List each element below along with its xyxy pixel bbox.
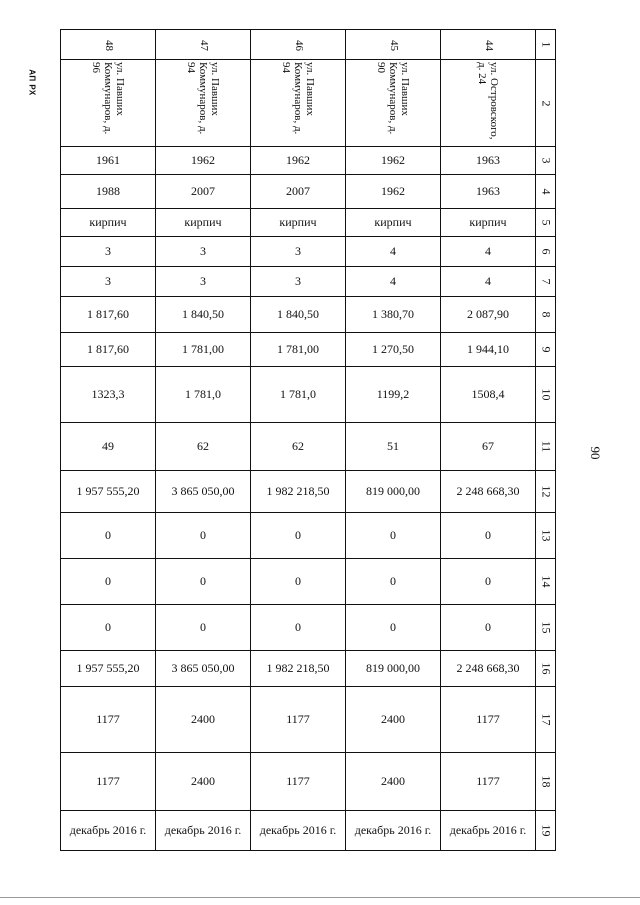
cell-text: 1177 (96, 774, 120, 788)
table-cell-entrances (251, 267, 346, 297)
cell-text: 2400 (381, 774, 405, 788)
cell-text: 1962 (191, 153, 215, 167)
table-cell-area_v10 (251, 367, 346, 423)
cell-text: 1 380,70 (372, 307, 414, 321)
table-cell-c15 (441, 605, 536, 651)
table-cell-year_overhaul (156, 175, 251, 209)
table-row (61, 367, 556, 423)
row-index-label: 10 (539, 388, 553, 401)
table-cell-cost_total (61, 471, 156, 513)
cell-text: 2400 (381, 712, 405, 726)
table-cell-cost_total (441, 471, 536, 513)
table-cell-area_total (61, 297, 156, 333)
cell-text: 0 (105, 528, 111, 542)
table-cell-year_overhaul (441, 175, 536, 209)
cell-text: ул. Павших Коммунаров, д. 94 (185, 62, 221, 135)
cell-text: 2 087,90 (467, 307, 509, 321)
cell-text: 1 270,50 (372, 342, 414, 356)
table-cell-c13 (156, 513, 251, 559)
row-index-label: 7 (539, 278, 553, 285)
table-row (61, 333, 556, 367)
table-cell-c13 (61, 513, 156, 559)
table-row (61, 687, 556, 753)
cell-text: 44 (482, 39, 495, 51)
table-cell-c18 (156, 753, 251, 811)
row-index-label: 17 (539, 713, 553, 726)
table-row (61, 237, 556, 267)
row-index-cell (536, 811, 556, 851)
row-index-cell (536, 237, 556, 267)
cell-text: 3 (295, 244, 301, 258)
row-index-label: 3 (539, 157, 553, 164)
table-row (61, 423, 556, 471)
table-cell-area_v10 (61, 367, 156, 423)
table-cell-cost_total (251, 471, 346, 513)
table-cell-floors (251, 237, 346, 267)
table-cell-c16 (156, 651, 251, 687)
table-cell-material (251, 209, 346, 237)
cell-text: 1 982 218,50 (266, 661, 330, 675)
row-index-label: 5 (539, 219, 553, 226)
table-cell-deadline (61, 811, 156, 851)
cell-text: 1 781,0 (280, 387, 316, 401)
cell-text: 4 (390, 244, 396, 258)
table-cell-num (61, 30, 156, 60)
table-cell-c14 (61, 559, 156, 605)
table-cell-entrances (156, 267, 251, 297)
cell-text: 0 (390, 620, 396, 634)
cell-text: 0 (105, 620, 111, 634)
table-row (61, 605, 556, 651)
cell-text: кирпич (89, 215, 127, 229)
table-cell-residents (251, 423, 346, 471)
table-cell-floors (156, 237, 251, 267)
table-cell-cost_total (346, 471, 441, 513)
cell-text: 1 982 218,50 (266, 484, 330, 498)
cell-text: 1177 (476, 774, 500, 788)
cell-text: 3 (295, 274, 301, 288)
row-index-cell (536, 423, 556, 471)
table-cell-num (251, 30, 346, 60)
table-cell-area_living (251, 333, 346, 367)
cell-text: 45 (387, 39, 400, 51)
cell-text: 51 (387, 439, 399, 453)
cell-text: 1 840,50 (277, 307, 319, 321)
table-cell-floors (441, 237, 536, 267)
table-cell-address (251, 60, 346, 147)
cell-text: 4 (485, 244, 491, 258)
table-cell-c15 (346, 605, 441, 651)
cell-text: 1 957 555,20 (76, 484, 140, 498)
cell-text: 62 (197, 439, 209, 453)
table-cell-c17 (251, 687, 346, 753)
table-cell-residents (441, 423, 536, 471)
table-row (61, 811, 556, 851)
archive-stamp: АП РХ (27, 69, 37, 96)
cell-text: 2007 (191, 184, 215, 198)
table-cell-entrances (441, 267, 536, 297)
table-row (61, 753, 556, 811)
cell-text: 0 (295, 620, 301, 634)
row-index-cell (536, 687, 556, 753)
cell-text: кирпич (279, 215, 317, 229)
cell-text: 1962 (381, 184, 405, 198)
table-cell-area_living (61, 333, 156, 367)
cell-text: 1 781,0 (185, 387, 221, 401)
cell-text: 2 248 668,30 (456, 661, 520, 675)
cell-text: ул. Павших Коммунаров, д. 94 (280, 62, 316, 135)
housing-table (60, 29, 556, 851)
cell-text: 0 (485, 528, 491, 542)
cell-text: декабрь 2016 г. (69, 823, 147, 837)
cell-text: 1 781,00 (277, 342, 319, 356)
row-index-cell (536, 297, 556, 333)
table-cell-c13 (251, 513, 346, 559)
table-cell-area_living (441, 333, 536, 367)
table-cell-c14 (251, 559, 346, 605)
cell-text: ул. Островского, д. 24 (476, 62, 500, 140)
cell-text: 2 248 668,30 (456, 484, 520, 498)
row-index-label: 11 (539, 440, 553, 453)
cell-text: кирпич (184, 215, 222, 229)
table-cell-c15 (251, 605, 346, 651)
cell-text: 1963 (476, 153, 500, 167)
table-row (61, 559, 556, 605)
cell-text: 1177 (96, 712, 120, 726)
cell-text: 2007 (286, 184, 310, 198)
table-cell-entrances (61, 267, 156, 297)
table-cell-c13 (441, 513, 536, 559)
table-cell-c16 (346, 651, 441, 687)
table-cell-year_overhaul (61, 175, 156, 209)
table-cell-c17 (346, 687, 441, 753)
table-row (61, 651, 556, 687)
cell-text: 0 (390, 574, 396, 588)
table-cell-year_built (441, 147, 536, 175)
table-cell-deadline (346, 811, 441, 851)
row-index-label: 8 (539, 311, 553, 318)
table-cell-area_total (251, 297, 346, 333)
table-row (61, 60, 556, 147)
row-index-label: 19 (539, 824, 553, 837)
table-cell-year_overhaul (346, 175, 441, 209)
cell-text: декабрь 2016 г. (449, 823, 527, 837)
table-cell-area_v10 (346, 367, 441, 423)
cell-text: 1 957 555,20 (76, 661, 140, 675)
table-cell-address (441, 60, 536, 147)
cell-text: 4 (390, 274, 396, 288)
row-index-cell (536, 209, 556, 237)
table-cell-c15 (156, 605, 251, 651)
cell-text: 3 865 050,00 (171, 661, 235, 675)
cell-text: 1 817,60 (87, 342, 129, 356)
table-cell-deadline (441, 811, 536, 851)
row-index-label: 4 (539, 188, 553, 195)
cell-text: 1 817,60 (87, 307, 129, 321)
cell-text: 1961 (96, 153, 120, 167)
table-cell-area_living (156, 333, 251, 367)
cell-text: 1323,3 (91, 387, 125, 401)
row-index-cell (536, 147, 556, 175)
cell-text: 0 (295, 528, 301, 542)
cell-text: 1 840,50 (182, 307, 224, 321)
table-cell-material (346, 209, 441, 237)
table-cell-c13 (346, 513, 441, 559)
cell-text: 67 (482, 439, 494, 453)
cell-text: 1 944,10 (467, 342, 509, 356)
cell-text: 0 (485, 620, 491, 634)
table-cell-c17 (156, 687, 251, 753)
cell-text: 62 (292, 439, 304, 453)
row-index-label: 14 (539, 575, 553, 588)
row-index-label: 9 (539, 346, 553, 353)
cell-text: 1963 (476, 184, 500, 198)
table-row (61, 209, 556, 237)
row-index-label: 18 (539, 775, 553, 788)
row-index-cell (536, 753, 556, 811)
table-cell-area_v10 (156, 367, 251, 423)
table-cell-c16 (441, 651, 536, 687)
cell-text: 0 (200, 574, 206, 588)
table-cell-c18 (61, 753, 156, 811)
table-cell-c14 (156, 559, 251, 605)
cell-text: 3 (200, 274, 206, 288)
table-cell-area_v10 (441, 367, 536, 423)
row-index-cell (536, 651, 556, 687)
table-row (61, 513, 556, 559)
cell-text: 1962 (381, 153, 405, 167)
table-cell-num (441, 30, 536, 60)
cell-text: 3 (105, 244, 111, 258)
page-number: 90 (588, 446, 603, 460)
table-cell-c15 (61, 605, 156, 651)
cell-text: декабрь 2016 г. (164, 823, 242, 837)
cell-text: ул. Павших Коммунаров, д. 96 (90, 62, 126, 135)
cell-text: 3 (200, 244, 206, 258)
cell-text: 1962 (286, 153, 310, 167)
cell-text: 3 (105, 274, 111, 288)
row-index-label: 12 (539, 485, 553, 498)
cell-text: 4 (485, 274, 491, 288)
table-cell-area_total (156, 297, 251, 333)
row-index-label: 6 (539, 248, 553, 255)
table-row (61, 297, 556, 333)
cell-text: декабрь 2016 г. (259, 823, 337, 837)
cell-text: кирпич (374, 215, 412, 229)
cell-text: 819 000,00 (366, 661, 420, 675)
table-cell-floors (61, 237, 156, 267)
cell-text: кирпич (469, 215, 507, 229)
table-row (61, 175, 556, 209)
bottom-rule (0, 897, 640, 898)
table-cell-floors (346, 237, 441, 267)
cell-text: 2400 (191, 774, 215, 788)
table-cell-c16 (61, 651, 156, 687)
table-cell-address (61, 60, 156, 147)
row-index-label: 13 (539, 529, 553, 542)
row-index-cell (536, 333, 556, 367)
cell-text: 0 (390, 528, 396, 542)
table-cell-year_built (61, 147, 156, 175)
table-cell-c14 (441, 559, 536, 605)
row-index-cell (536, 605, 556, 651)
table-cell-residents (61, 423, 156, 471)
cell-text: 0 (295, 574, 301, 588)
cell-text: 1177 (286, 774, 310, 788)
table-cell-address (346, 60, 441, 147)
row-index-cell (536, 471, 556, 513)
table-row (61, 30, 556, 60)
table-cell-num (346, 30, 441, 60)
table-cell-residents (156, 423, 251, 471)
table-cell-area_total (441, 297, 536, 333)
table-cell-c14 (346, 559, 441, 605)
table-cell-c18 (346, 753, 441, 811)
table-cell-material (441, 209, 536, 237)
row-index-cell (536, 513, 556, 559)
cell-text: декабрь 2016 г. (354, 823, 432, 837)
row-index-cell (536, 60, 556, 147)
table-cell-c18 (441, 753, 536, 811)
cell-text: 1 781,00 (182, 342, 224, 356)
cell-text: 819 000,00 (366, 484, 420, 498)
cell-text: 47 (197, 39, 210, 51)
cell-text: 2400 (191, 712, 215, 726)
row-index-cell (536, 559, 556, 605)
table-cell-material (61, 209, 156, 237)
table-cell-cost_total (156, 471, 251, 513)
cell-text: 0 (200, 528, 206, 542)
cell-text: 1177 (476, 712, 500, 726)
cell-text: 1508,4 (471, 387, 505, 401)
table-cell-deadline (251, 811, 346, 851)
table-cell-entrances (346, 267, 441, 297)
table-row (61, 267, 556, 297)
table-row (61, 147, 556, 175)
table-cell-num (156, 30, 251, 60)
cell-text: 49 (102, 439, 114, 453)
cell-text: 48 (102, 39, 115, 51)
table-cell-year_built (251, 147, 346, 175)
cell-text: ул. Павших Коммунаров, д. 90 (375, 62, 411, 135)
table-cell-c18 (251, 753, 346, 811)
row-index-cell (536, 367, 556, 423)
cell-text: 3 865 050,00 (171, 484, 235, 498)
row-index-label: 1 (539, 41, 553, 48)
cell-text: 46 (292, 39, 305, 51)
table-cell-year_built (346, 147, 441, 175)
table-cell-area_living (346, 333, 441, 367)
table-row (61, 471, 556, 513)
cell-text: 1988 (96, 184, 120, 198)
table-cell-c17 (441, 687, 536, 753)
table-cell-deadline (156, 811, 251, 851)
cell-text: 0 (105, 574, 111, 588)
table-cell-residents (346, 423, 441, 471)
table-cell-area_total (346, 297, 441, 333)
table-cell-c17 (61, 687, 156, 753)
table-cell-year_built (156, 147, 251, 175)
table-cell-c16 (251, 651, 346, 687)
row-index-cell (536, 267, 556, 297)
row-index-label: 16 (539, 662, 553, 675)
cell-text: 0 (200, 620, 206, 634)
table-cell-year_overhaul (251, 175, 346, 209)
row-index-cell (536, 30, 556, 60)
cell-text: 1199,2 (376, 387, 410, 401)
row-index-label: 2 (539, 100, 553, 106)
table-cell-material (156, 209, 251, 237)
cell-text: 0 (485, 574, 491, 588)
cell-text: 1177 (286, 712, 310, 726)
row-index-label: 15 (539, 621, 553, 634)
row-index-cell (536, 175, 556, 209)
table-cell-address (156, 60, 251, 147)
